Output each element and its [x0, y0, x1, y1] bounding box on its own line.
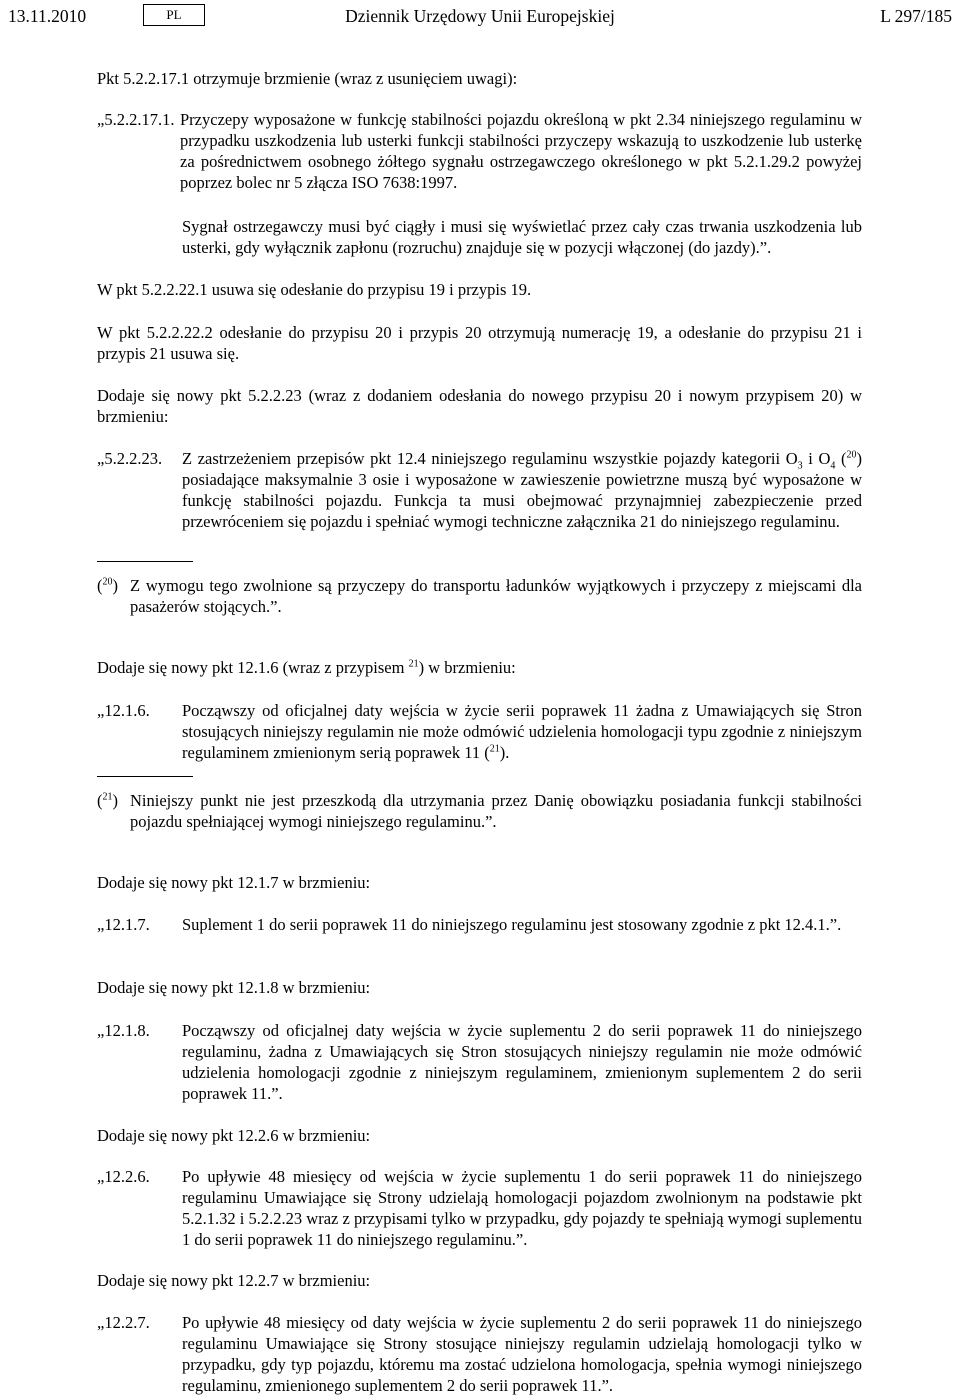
paragraph-add-12-2-7: Dodaje się nowy pkt 12.2.7 w brzmieniu: — [97, 1271, 371, 1290]
footnote-21-text: Niniejszy punkt nie jest przeszkodą dla utrzymania przez Danię obowiązku posiadania funkcji stabilności pojazdu spełniającej wymogi niniejszego regulaminu.”. — [130, 791, 862, 831]
paragraph-add-12-1-7: Dodaje się nowy pkt 12.1.7 w brzmieniu: — [97, 873, 371, 892]
paragraph-add-12-1-8: Dodaje się nowy pkt 12.1.8 w brzmieniu: — [97, 978, 371, 997]
item-number-12-1-6: „12.1.6. — [97, 701, 150, 720]
item-number-12-2-7: „12.2.7. — [97, 1313, 150, 1332]
paragraph-add-12-2-6: Dodaje się nowy pkt 12.2.6 w brzmieniu: — [97, 1126, 371, 1145]
page-number: L 297/185 — [880, 6, 952, 26]
item-text-5-2-2-17-1: Przyczepy wyposażone w funkcję stabilności pojazdu określoną w pkt 2.34 niniejszego regulaminu w przypadku uszkodzenia lub usterki funkcji stabilności przyczepy wskazują to uszkodzenie lub usterkę za pośrednictwem osobnego żółtego sygnału ostrzegawczego określonego w pkt 5.2.1.29.2 powyżej poprzez bolec nr 5 złącza ISO 7638:1997. — [180, 110, 862, 192]
item-text-12-2-7: Po upływie 48 miesięcy od daty wejścia w życie suplementu 2 do serii poprawek 11 do niniejszego regulaminu Umawiające się Strony stosujące niniejszy regulamin udzielają homologacji tylko w przypadku, gdy typ pojazdu, któremu ma zostać udzielona homologacja, spełnia wymogi niniejszego regulaminu, zmienionego suplementem 2 do serii poprawek 11.”. — [182, 1313, 862, 1395]
item-number-5-2-2-17-1: „5.2.2.17.1. — [97, 110, 175, 129]
paragraph-add-12-1-6: Dodaje się nowy pkt 12.1.6 (wraz z przypisem $^{21}$) w brzmieniu: — [97, 658, 516, 677]
footnote-20-number: ($^{20}$) — [97, 576, 118, 595]
footnote-ref-20: 20 — [846, 449, 857, 461]
language-badge: PL — [143, 4, 205, 26]
publication-date: 13.11.2010 — [8, 6, 87, 26]
item-text-12-1-7: Suplement 1 do serii poprawek 11 do niniejszego regulaminu jest stosowany zgodnie z pkt 12.4.1.”. — [182, 915, 842, 934]
footnote-20-text: Z wymogu tego zwolnione są przyczepy do transportu ładunków wyjątkowych i przyczepy z miejscami dla pasażerów stojących.”. — [130, 576, 862, 616]
item-number-12-1-7: „12.1.7. — [97, 915, 150, 934]
item-text-12-1-6: Począwszy od oficjalnej daty wejścia w życie serii poprawek 11 żadna z Umawiających się Stron stosujących niniejszy regulamin nie może odmówić udzielenia homologacji typu zgodnie z niniejszym regulaminem zmienionym serią poprawek 11 ($^{21}$). — [182, 701, 862, 762]
item-text-12-1-8: Począwszy od oficjalnej daty wejścia w życie suplementu 2 do serii poprawek 11 do niniejszego regulaminu, żadna z Umawiających się Stron stosujących niniejszy regulamin nie może odmówić udzielenia homologacji zgodnie z niniejszym regulaminem, zmienionym suplementem 2 do serii poprawek 11.”. — [182, 1021, 862, 1103]
item-number-12-2-6: „12.2.6. — [97, 1167, 150, 1186]
paragraph-pkt-5-2-2-22-2: W pkt 5.2.2.22.2 odesłanie do przypisu 20 i przypis 20 otrzymują numerację 19, a odesłanie do przypisu 21 i przypis 21 usuwa się. — [97, 323, 862, 363]
paragraph-add-5-2-2-23: Dodaje się nowy pkt 5.2.2.23 (wraz z dodaniem odesłania do nowego przypisu 20 i nowym przypisem 20) w brzmieniu: — [97, 386, 862, 426]
item-text-12-2-6: Po upływie 48 miesięcy od wejścia w życie suplementu 1 do serii poprawek 11 do niniejszego regulaminu Umawiające się Strony udzielają homologacji pojazdom zwolnionym na podstawie pkt 5.2.1.32 i 5.2.2.23 wraz z przypisami tylko w przypadku, gdy pojazdy te spełniają wymogi suplementu 1 do serii poprawek 11 do niniejszego regulaminu.”. — [182, 1167, 862, 1249]
page-header — [8, 4, 952, 28]
item-number-5-2-2-23: „5.2.2.23. — [97, 449, 163, 468]
item-text-5-2-2-23: Z zastrzeżeniem przepisów pkt 12.4 niniejszego regulaminu wszystkie pojazdy kategorii $O_3$ i $O_4$ ($^{20}$) posiadające maksymalnie 3 osie i wyposażone w zawieszenie powietrzne muszą być wyposażone w funkcję stabilności pojazdu. Funkcja ta musi obejmować przynajmniej zabezpieczenie przed przewróceniem się pojazdu i spełniać wymogi techniczne załącznika 21 do niniejszego regulaminu. — [182, 449, 863, 531]
footnote-21-number: ($^{21}$) — [97, 791, 118, 810]
footnote-ref-21: 21 — [489, 743, 500, 755]
item-number-12-1-8: „12.1.8. — [97, 1021, 150, 1040]
paragraph-pkt-5-2-2-22-1: W pkt 5.2.2.22.1 usuwa się odesłanie do przypisu 19 i przypis 19. — [97, 280, 532, 299]
journal-title: Dziennik Urzędowy Unii Europejskiej — [345, 6, 615, 26]
paragraph-pkt-5-2-2-17-1: Pkt 5.2.2.17.1 otrzymuje brzmienie (wraz z usunięciem uwagi): — [97, 69, 518, 88]
footnote-separator — [97, 776, 193, 777]
footnote-separator — [97, 561, 193, 562]
paragraph-warning-signal: Sygnał ostrzegawczy musi być ciągły i musi się wyświetlać przez cały czas trwania uszkodzenia lub usterki, gdy wyłącznik zapłonu (rozruchu) znajduje się w pozycji włączonej (do jazdy).”. — [182, 217, 862, 257]
